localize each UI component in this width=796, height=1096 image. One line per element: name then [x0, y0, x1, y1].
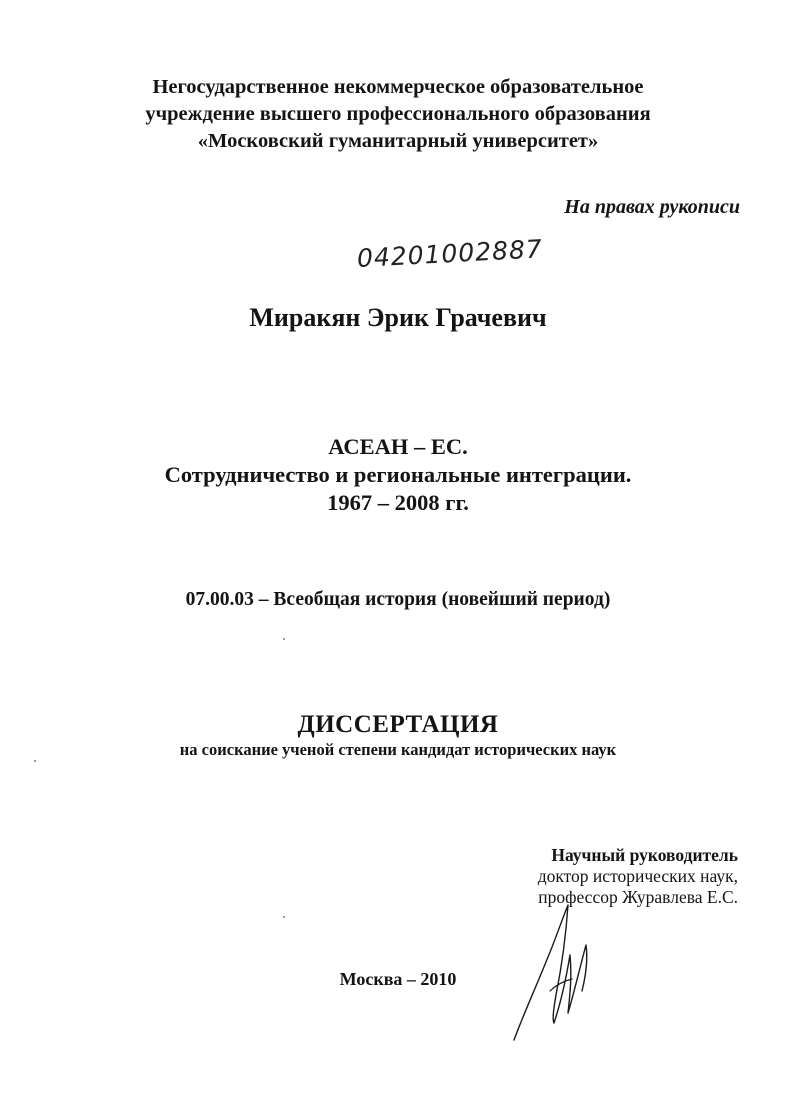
advisor-role: Научный руководитель	[551, 845, 738, 865]
scan-speck	[283, 638, 285, 640]
handwritten-registration-number: 04201002887	[356, 234, 544, 273]
author-name: Миракян Эрик Грачевич	[249, 303, 547, 332]
topic-line: АСЕАН – ЕС.	[328, 434, 468, 459]
dissertation-topic	[0, 433, 796, 517]
institution-name	[0, 74, 796, 155]
institution-line: учреждение высшего профессионального образования	[145, 103, 651, 125]
topic-line: Сотрудничество и региональные интеграции.	[164, 462, 632, 487]
specialty-code: 07.00.03 – Всеобщая история (новейший период)	[185, 589, 611, 610]
advisor-title: доктор исторических наук,	[537, 866, 738, 886]
advisor-name: профессор Журавлева Е.С.	[538, 887, 738, 907]
manuscript-note: На правах рукописи	[564, 196, 740, 218]
degree-line: на соискание ученой степени кандидат исторических наук	[179, 740, 617, 759]
scan-speck	[34, 760, 36, 762]
city-year: Москва – 2010	[339, 969, 457, 989]
handwritten-signature	[510, 895, 630, 1045]
institution-line: «Московский гуманитарный университет»	[197, 130, 599, 152]
document-type: ДИССЕРТАЦИЯ	[297, 711, 499, 738]
institution-line: Негосударственное некоммерческое образовательное	[152, 76, 644, 98]
topic-line: 1967 – 2008 гг.	[327, 490, 469, 515]
scan-speck	[283, 916, 285, 918]
